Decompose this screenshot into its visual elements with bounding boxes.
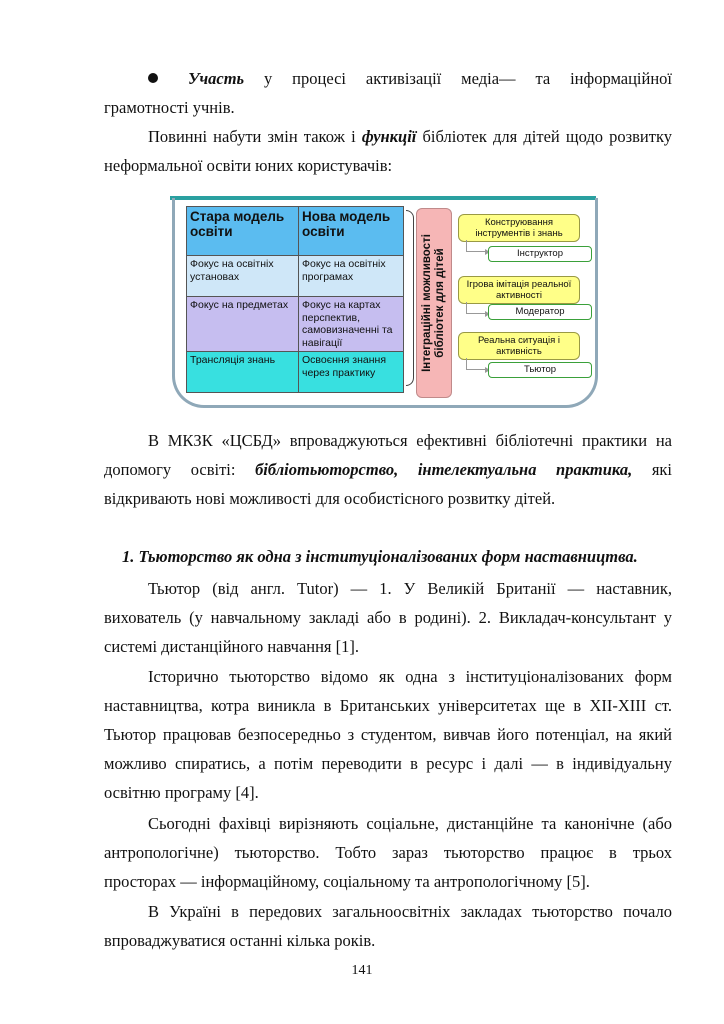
model-comparison-table: [186, 206, 404, 393]
table-row: [187, 256, 404, 297]
text-line: Історично тьюторство відомо як одна з інституціоналізованих форм: [148, 667, 672, 686]
text-line: В Україні в передових загальноосвітніх закладах тьюторство почало: [148, 902, 672, 921]
text-line: можливо спиратись, а потім переводити в ресурс і далі — в індивідуальну: [104, 754, 672, 773]
role-box: Інструктор: [488, 246, 592, 262]
old-cell: Фокус на освітніх установах: [187, 256, 299, 297]
header-new-model: Нова модель освіти: [299, 207, 404, 256]
new-cell: Фокус на картах перспектив, самовизначенні та навігації: [299, 297, 404, 352]
section-heading: 1. Тьюторство як одна з інституціоналізованих форм наставництва.: [122, 547, 638, 566]
paragraph-tutor-definition: [104, 574, 672, 661]
activity-box: Ігрова імітація реальної активності: [458, 276, 580, 304]
activity-box: Конструювання інструментів і знань: [458, 214, 580, 242]
arrow-icon: [466, 240, 486, 252]
text-line: наставництва, котра виникла в Британських університетах ще в XII-XIII ст.: [104, 696, 672, 715]
paragraph-history: [104, 662, 672, 807]
old-cell: Фокус на предметах: [187, 297, 299, 352]
arrow-icon: [466, 302, 486, 314]
integration-box: [416, 208, 452, 398]
text-line: системі дистанційного навчання [1].: [104, 637, 360, 656]
new-cell: Освоєння знання через практику: [299, 352, 404, 393]
paragraph-types: [104, 809, 672, 896]
bullet-text: у процесі активізації медіа— та інформаційної: [264, 69, 673, 88]
text-line: Сьогодні фахівці вирізняють соціальне, дистанційне та канонічне (або: [148, 814, 672, 833]
arrow-icon: [466, 358, 486, 370]
text-line: відкривають нові можливості для особистісного розвитку дітей.: [104, 489, 556, 508]
text-line: впроваджуватися останні кілька років.: [104, 931, 376, 950]
integration-label: Інтеграційні можливості бібліотек для дітей: [421, 234, 446, 372]
bullet-term: Участь: [188, 69, 245, 88]
text-line: вихователь (у навчальному закладі або в родині). 2. Викладач-консультант у: [104, 608, 672, 627]
old-cell: Трансляція знань: [187, 352, 299, 393]
page-number: 141: [351, 963, 373, 978]
education-model-diagram: [170, 196, 600, 412]
table-row: [187, 352, 404, 393]
text-span: які: [632, 460, 673, 479]
text-line: освітню програму [4].: [104, 783, 259, 802]
role-box: Модератор: [488, 304, 592, 320]
text-line: антропологічне) тьюторство. Тобто зараз тьюторство працює в трьох: [104, 843, 672, 862]
text-span: допомогу освіті:: [104, 460, 256, 479]
header-old-model: Стара модель освіти: [187, 207, 299, 256]
paragraph-practices: [104, 426, 672, 513]
paragraph-ukraine: [104, 897, 672, 955]
text-line: просторах — інформаційному, соціальному та антропологічному [5].: [104, 872, 590, 891]
text-line: неформальної освіти юних користувачів:: [104, 156, 393, 175]
text-span: бібліотек для дітей щодо розвитку: [416, 127, 673, 146]
text-line: В МКЗК «ЦСБД» впроваджуються ефективні бібліотечні практики на: [148, 431, 672, 450]
functions-term: функції: [361, 127, 417, 146]
table-row: [187, 297, 404, 352]
activity-box: Реальна ситуація і активність: [458, 332, 580, 360]
text-line: Тьютор працював безпосередньо з студентом, вивчав його потенціал, на який: [104, 725, 672, 744]
bullet-text-line2: грамотності учнів.: [104, 98, 235, 117]
paragraph-functions: [104, 122, 672, 180]
text-span: Повинні набути змін також і: [148, 127, 362, 146]
practices-terms: бібліотьюторство, інтелектуальна практика,: [255, 460, 633, 479]
bullet-icon: [148, 73, 158, 83]
new-cell: Фокус на освітніх програмах: [299, 256, 404, 297]
role-box: Тьютор: [488, 362, 592, 378]
brace-connector: [406, 210, 414, 386]
bullet-paragraph: [104, 64, 672, 122]
text-line: Тьютор (від англ. Tutor) — 1. У Великій Британії — наставник,: [148, 579, 672, 598]
